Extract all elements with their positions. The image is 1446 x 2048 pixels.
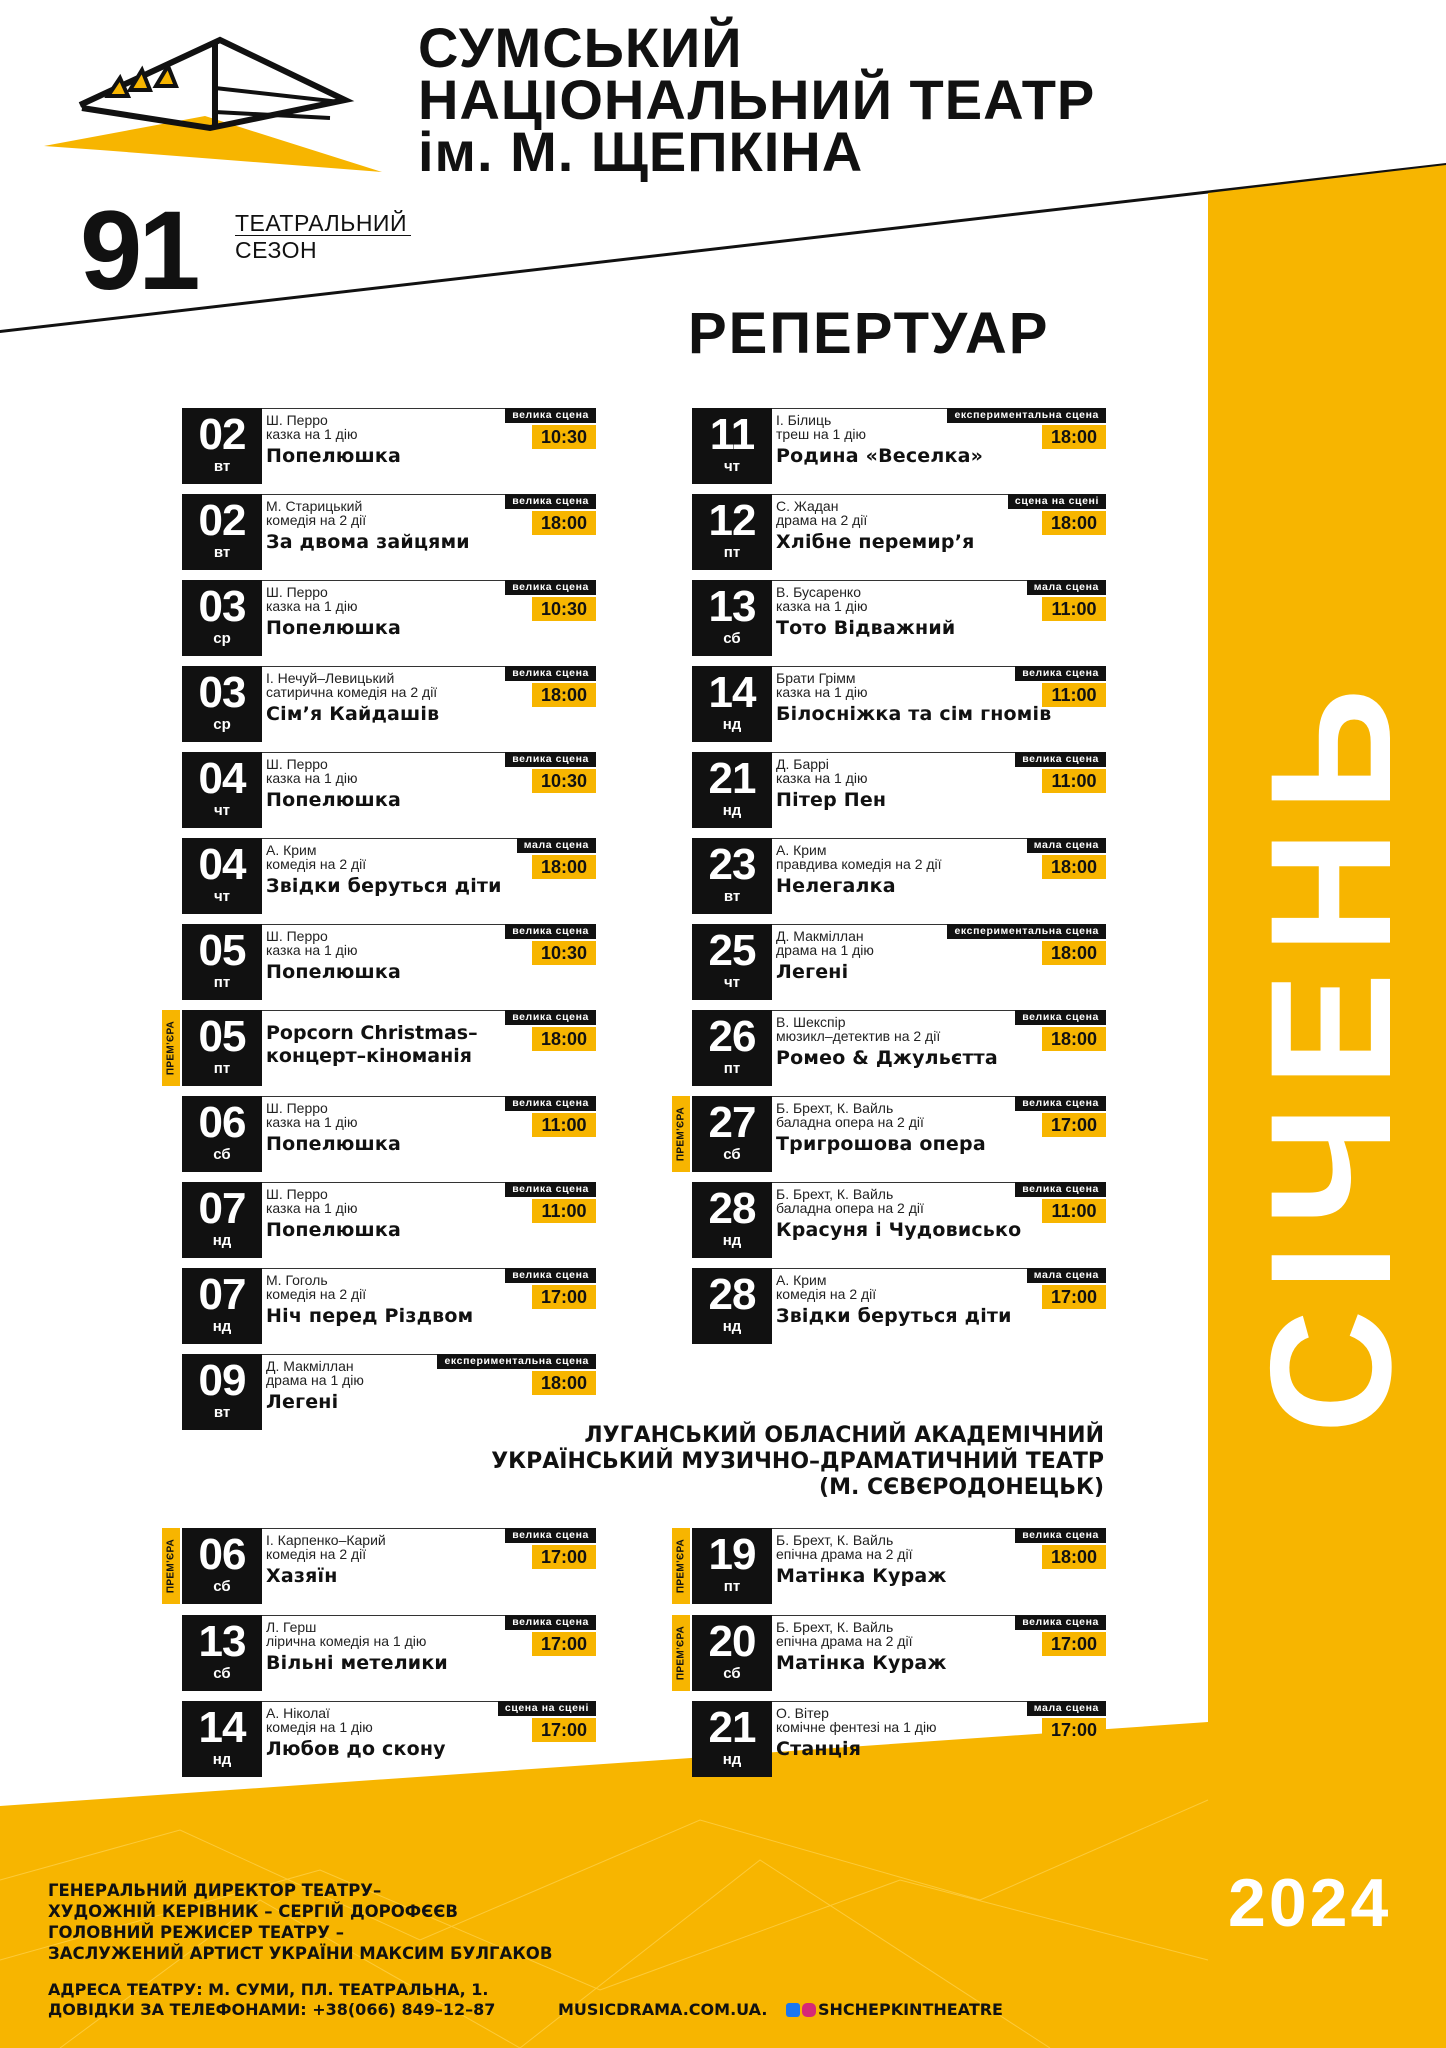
weekday: пт (213, 974, 231, 991)
weekday: нд (722, 1318, 742, 1335)
time-badge: 10:30 (532, 941, 596, 965)
premiere-label: ПРЕМ’ЄРА (165, 1538, 177, 1594)
schedule-entry (692, 924, 1106, 1000)
stage-label: велика сцена (1015, 1528, 1106, 1543)
premiere-label: ПРЕМ’ЄРА (675, 1538, 687, 1594)
time-badge: 11:00 (1042, 683, 1106, 707)
weekday: сб (723, 630, 741, 647)
stage-label: велика сцена (505, 1096, 596, 1111)
stage-label: велика сцена (505, 494, 596, 509)
schedule-entry (182, 1268, 596, 1344)
author: В. Шекспір (776, 1014, 846, 1030)
credit-line-3: ГОЛОВНИЙ РЕЖИСЕР ТЕАТРУ – (48, 1923, 344, 1942)
genre: комедія на 2 дії (776, 1286, 877, 1302)
schedule-entry (692, 1010, 1106, 1086)
play-title: Станція (776, 1738, 862, 1760)
genre: казка на 1 дію (776, 770, 868, 786)
time-badge: 18:00 (532, 683, 596, 707)
author: А. Крим (776, 842, 827, 858)
guest-theatre-line-3: (М. СЄВЄРОДОНЕЦЬК) (819, 1475, 1104, 1500)
stage-label: сцена на сцені (498, 1701, 596, 1716)
time-badge: 17:00 (1042, 1113, 1106, 1137)
stage-label: велика сцена (505, 1010, 596, 1025)
schedule-entry (182, 1354, 596, 1430)
play-title: Ніч перед Різдвом (266, 1305, 474, 1327)
day-number: 07 (198, 1184, 246, 1233)
author: Б. Брехт, К. Вайль (776, 1618, 894, 1635)
schedule-entry (165, 1528, 596, 1604)
guest-theatre-heading (491, 1423, 1104, 1501)
stage-label: мала сцена (1027, 1701, 1106, 1716)
weekday: сб (723, 1664, 741, 1682)
schedule-entry (675, 1528, 1106, 1604)
weekday: сб (213, 1146, 231, 1163)
author: В. Бусаренко (776, 584, 861, 600)
credit-line-1: ГЕНЕРАЛЬНИЙ ДИРЕКТОР ТЕАТРУ– (48, 1881, 382, 1900)
guest-theatre-line-1: ЛУГАНСЬКИЙ ОБЛАСНИЙ АКАДЕМІЧНИЙ (584, 1423, 1104, 1448)
weekday: пт (723, 544, 741, 561)
schedule-entry (182, 1182, 596, 1258)
play-title: Попелюшка (266, 961, 402, 983)
day-number: 20 (708, 1616, 756, 1666)
play-title: Хлібне перемир’я (776, 531, 975, 553)
genre: казка на 1 дію (776, 598, 868, 614)
play-title-line-1: Popcorn Christmas– (266, 1022, 478, 1044)
time-badge: 11:00 (532, 1199, 596, 1223)
time-badge: 11:00 (1042, 1199, 1106, 1223)
weekday: нд (212, 1232, 232, 1249)
genre: епічна драма на 2 дії (776, 1632, 913, 1649)
day-number: 23 (708, 840, 756, 889)
time-badge: 18:00 (1042, 511, 1106, 535)
stage-label: експериментальна сцена (947, 924, 1106, 939)
schedule-entry (692, 494, 1106, 570)
time-badge: 18:00 (1042, 1027, 1106, 1051)
weekday: нд (722, 716, 742, 733)
stage-label: велика сцена (505, 408, 596, 423)
author: Д. Макміллан (266, 1358, 354, 1374)
stage-label: експериментальна сцена (947, 408, 1106, 423)
genre: казка на 1 дію (266, 598, 358, 614)
day-number: 06 (198, 1530, 246, 1579)
stage-label: мала сцена (1027, 1268, 1106, 1283)
time-badge: 10:30 (532, 425, 596, 449)
theatre-name-line-3: ім. М. ЩЕПКІНА (418, 120, 864, 183)
theatre-logo (44, 40, 382, 172)
weekday: ср (213, 630, 231, 647)
author: Ш. Перро (266, 1100, 328, 1116)
premiere-badge (162, 1010, 180, 1086)
day-number: 02 (198, 496, 246, 545)
author: С. Жадан (776, 498, 839, 514)
date-block (182, 1528, 262, 1604)
author: М. Старицький (266, 498, 363, 514)
schedule-entry (692, 666, 1106, 742)
time-badge: 17:00 (1042, 1632, 1106, 1656)
genre: баладна опера на 2 дії (776, 1200, 924, 1216)
weekday: ср (213, 716, 231, 733)
weekday: сб (213, 1664, 231, 1682)
play-title: Попелюшка (266, 1219, 402, 1241)
play-title: Нелегалка (776, 875, 896, 897)
premiere-label: ПРЕМ’ЄРА (675, 1625, 687, 1680)
day-number: 21 (708, 1703, 756, 1752)
genre: драма на 1 дію (266, 1372, 364, 1388)
theatre-name-line-2: НАЦІОНАЛЬНИЙ ТЕАТР (418, 68, 1096, 131)
guest-theatre-line-2: УКРАЇНСЬКИЙ МУЗИЧНО–ДРАМАТИЧНИЙ ТЕАТР (491, 1449, 1104, 1474)
facebook-icon[interactable] (786, 2003, 800, 2017)
day-number: 14 (198, 1703, 246, 1752)
date-block (182, 580, 262, 656)
stage-label: велика сцена (505, 752, 596, 767)
weekday: вт (213, 544, 231, 561)
time-badge: 17:00 (532, 1285, 596, 1309)
author: Ш. Перро (266, 928, 328, 944)
stage-label: велика сцена (505, 1528, 596, 1543)
play-title: Ромео & Джульєтта (776, 1047, 998, 1069)
genre: казка на 1 дію (266, 1114, 358, 1130)
author: Л. Герш (266, 1618, 317, 1635)
author: А. Ніколаї (266, 1705, 330, 1721)
play-title: Красуня і Чудовисько (776, 1219, 1022, 1241)
schedule-entry (182, 666, 596, 742)
footer-website[interactable]: MUSICDRAMA.COM.UA. (558, 2000, 768, 2019)
weekday: нд (722, 1232, 742, 1249)
weekday: пт (213, 1060, 231, 1077)
weekday: чт (723, 974, 741, 991)
premiere-badge (162, 1528, 180, 1604)
date-block (182, 666, 262, 742)
date-block (182, 1096, 262, 1172)
genre: комедія на 2 дії (266, 1546, 367, 1562)
stage-label: велика сцена (1015, 1096, 1106, 1111)
day-number: 05 (198, 926, 246, 975)
stage-label: велика сцена (1015, 666, 1106, 681)
day-number: 03 (198, 582, 246, 631)
genre: драма на 1 дію (776, 942, 874, 958)
schedule-entry (165, 1010, 596, 1086)
date-block (182, 1010, 262, 1086)
author: І. Нечуй–Левицький (266, 670, 395, 686)
author: Ш. Перро (266, 1186, 328, 1202)
weekday: нд (722, 802, 742, 819)
time-badge: 10:30 (532, 769, 596, 793)
schedule-entry (182, 1615, 596, 1691)
day-number: 13 (708, 582, 756, 631)
season-label-1: ТЕАТРАЛЬНИЙ (235, 211, 411, 236)
theatre-name-line-1: СУМСЬКИЙ (418, 16, 743, 79)
author: Б. Брехт, К. Вайль (776, 1186, 894, 1202)
date-block (692, 1528, 772, 1604)
credit-line-2: ХУДОЖНІЙ КЕРІВНИК – СЕРГІЙ ДОРОФЄЄВ (48, 1902, 458, 1921)
premiere-badge (672, 1615, 690, 1691)
weekday: чт (213, 888, 231, 905)
weekday: вт (213, 458, 231, 475)
schedule-entry (182, 580, 596, 656)
premiere-badge (672, 1096, 690, 1172)
date-block (692, 666, 772, 742)
footer-address: АДРЕСА ТЕАТРУ: М. СУМИ, ПЛ. ТЕАТРАЛЬНА, 1. (48, 1980, 489, 1999)
date-block (182, 1268, 262, 1344)
date-block (692, 924, 772, 1000)
stage-label: велика сцена (1015, 1010, 1106, 1025)
schedule-entry (692, 752, 1106, 828)
date-block (182, 494, 262, 570)
time-badge: 18:00 (1042, 425, 1106, 449)
play-title: Легені (776, 961, 849, 983)
day-number: 13 (198, 1616, 246, 1666)
time-badge: 10:30 (532, 597, 596, 621)
genre: сатирична комедія на 2 дії (266, 684, 438, 700)
date-block (182, 924, 262, 1000)
author: Б. Брехт, К. Вайль (776, 1532, 894, 1548)
date-block (182, 1354, 262, 1430)
genre: драма на 2 дії (776, 512, 868, 528)
author: О. Вітер (776, 1705, 829, 1721)
stage-label: сцена на сцені (1008, 494, 1106, 509)
author: М. Гоголь (266, 1272, 328, 1288)
premiere-badge (672, 1528, 690, 1604)
schedule-entry (182, 494, 596, 570)
day-number: 26 (708, 1012, 756, 1061)
play-title: Вільні метелики (266, 1651, 448, 1674)
weekday: сб (723, 1146, 741, 1163)
stage-label: велика сцена (505, 1268, 596, 1283)
weekday: вт (213, 1404, 231, 1421)
weekday: вт (723, 888, 741, 905)
time-badge: 18:00 (1042, 855, 1106, 879)
play-title: Любов до скону (266, 1738, 446, 1760)
stage-label: велика сцена (1015, 1182, 1106, 1197)
date-block (692, 1182, 772, 1258)
premiere-label: ПРЕМ’ЄРА (675, 1106, 687, 1162)
weekday: нд (212, 1318, 232, 1335)
genre: казка на 1 дію (266, 770, 358, 786)
genre: казка на 1 дію (266, 1200, 358, 1216)
play-title: Легені (266, 1391, 339, 1413)
play-title: Матінка Кураж (776, 1651, 947, 1674)
play-title: Попелюшка (266, 789, 402, 811)
genre: комедія на 2 дії (266, 856, 367, 872)
play-title: За двома зайцями (266, 531, 470, 553)
genre: комедія на 2 дії (266, 512, 367, 528)
date-block (692, 580, 772, 656)
genre: лірична комедія на 1 дію (266, 1632, 427, 1649)
play-title: Сім’я Кайдашів (266, 703, 440, 725)
day-number: 28 (708, 1270, 756, 1319)
genre: правдива комедія на 2 дії (776, 856, 942, 872)
genre: комічне фентезі на 1 дію (776, 1719, 937, 1735)
day-number: 11 (709, 410, 755, 459)
weekday: нд (212, 1751, 232, 1768)
play-title: Пітер Пен (776, 789, 887, 811)
play-title-line-2: концерт–кіноманія (266, 1045, 472, 1067)
day-number: 05 (198, 1012, 246, 1061)
author: І. Білиць (776, 412, 832, 428)
date-block (692, 1268, 772, 1344)
genre: комедія на 2 дії (266, 1286, 367, 1302)
genre: епічна драма на 2 дії (776, 1546, 913, 1562)
author: Ш. Перро (266, 584, 328, 600)
genre: мюзикл–детектив на 2 дії (776, 1028, 941, 1044)
stage-label: велика сцена (1015, 752, 1106, 767)
day-number: 25 (708, 926, 756, 975)
footer-social[interactable] (786, 2000, 1003, 2020)
stage-label: велика сцена (505, 580, 596, 595)
stage-label: велика сцена (505, 1615, 596, 1630)
repertoire-heading: РЕПЕРТУАР (688, 301, 1050, 366)
time-badge: 11:00 (1042, 769, 1106, 793)
date-block (692, 752, 772, 828)
day-number: 04 (198, 754, 246, 803)
stage-label: велика сцена (505, 1182, 596, 1197)
time-badge: 11:00 (532, 1113, 596, 1137)
day-number: 03 (198, 668, 246, 717)
time-badge: 18:00 (1042, 941, 1106, 965)
day-number: 04 (198, 840, 246, 889)
schedule-entry (675, 1615, 1106, 1691)
author: А. Крим (776, 1272, 827, 1288)
schedule-entry (692, 580, 1106, 656)
date-block (182, 752, 262, 828)
schedule-entry (182, 408, 596, 484)
genre: треш на 1 дію (776, 426, 866, 442)
time-badge: 18:00 (532, 1027, 596, 1051)
stage-label: велика сцена (1015, 1615, 1106, 1630)
time-badge: 11:00 (1042, 597, 1106, 621)
day-number: 07 (198, 1270, 246, 1319)
season-number: 91 (80, 188, 197, 313)
month-label: СІЧЕНЬ (1235, 670, 1427, 1434)
stage-label: велика сцена (505, 924, 596, 939)
weekday: сб (213, 1578, 231, 1595)
date-block (182, 1182, 262, 1258)
season-label-2: СЕЗОН (235, 237, 318, 263)
play-title: Матінка Кураж (776, 1565, 947, 1587)
play-title (266, 1022, 478, 1068)
author: А. Крим (266, 842, 317, 858)
date-block (182, 838, 262, 914)
time-badge: 17:00 (1042, 1285, 1106, 1309)
day-number: 02 (198, 410, 246, 459)
time-badge: 18:00 (1042, 1545, 1106, 1569)
play-title: Звідки беруться діти (266, 875, 502, 897)
genre: казка на 1 дію (266, 426, 358, 442)
date-block (182, 408, 262, 484)
author: Б. Брехт, К. Вайль (776, 1100, 894, 1116)
schedule-entry (182, 1096, 596, 1172)
date-block (692, 408, 772, 484)
author: Ш. Перро (266, 412, 328, 428)
play-title: Хазяїн (266, 1565, 338, 1587)
weekday: пт (723, 1578, 741, 1595)
play-title: Попелюшка (266, 617, 402, 639)
genre: баладна опера на 2 дії (776, 1114, 924, 1130)
play-title: Тригрошова опера (776, 1133, 986, 1155)
schedule-entry (692, 1182, 1106, 1258)
schedule-entry (182, 838, 596, 914)
stage-label: мала сцена (1027, 580, 1106, 595)
day-number: 12 (708, 496, 756, 545)
play-title: Звідки беруться діти (776, 1305, 1012, 1327)
footer-credits (48, 1880, 552, 1964)
day-number: 27 (708, 1098, 756, 1147)
time-badge: 18:00 (532, 511, 596, 535)
day-number: 19 (708, 1530, 756, 1579)
premiere-label: ПРЕМ’ЄРА (165, 1020, 177, 1076)
day-number: 14 (708, 668, 756, 717)
stage-label: велика сцена (505, 666, 596, 681)
date-block (692, 494, 772, 570)
stage-label: експериментальна сцена (437, 1354, 596, 1369)
author: Д. Баррі (776, 756, 829, 772)
schedule-entry (692, 408, 1106, 484)
social-handle: SHCHEPKINTHEATRE (818, 2000, 1003, 2019)
author: Ш. Перро (266, 756, 328, 772)
stage-label: мала сцена (1027, 838, 1106, 853)
author: Брати Грімм (776, 670, 856, 686)
stage-label: мала сцена (517, 838, 596, 853)
date-block (692, 1010, 772, 1086)
day-number: 21 (708, 754, 756, 803)
day-number: 09 (198, 1356, 246, 1405)
weekday: чт (723, 458, 741, 475)
play-title: Попелюшка (266, 1133, 402, 1155)
schedule-entry (692, 838, 1106, 914)
play-title: Попелюшка (266, 445, 402, 467)
weekday: чт (213, 802, 231, 819)
genre: казка на 1 дію (776, 684, 868, 700)
schedule-entry (675, 1096, 1106, 1172)
date-block (692, 1096, 772, 1172)
date-block (692, 1701, 772, 1777)
day-number: 28 (708, 1184, 756, 1233)
time-badge: 17:00 (1042, 1718, 1106, 1742)
author: І. Карпенко–Карий (266, 1532, 386, 1548)
date-block (692, 838, 772, 914)
time-badge: 18:00 (532, 1371, 596, 1395)
instagram-icon[interactable] (802, 2003, 816, 2017)
schedule-entry (182, 752, 596, 828)
time-badge: 17:00 (532, 1545, 596, 1569)
weekday: пт (723, 1060, 741, 1077)
day-number: 06 (198, 1098, 246, 1147)
play-title: Білосніжка та сім гномів (776, 703, 1052, 725)
time-badge: 17:00 (532, 1718, 596, 1742)
time-badge: 18:00 (532, 855, 596, 879)
schedule-entry (182, 1701, 596, 1777)
date-block (182, 1615, 262, 1691)
weekday: нд (722, 1751, 742, 1768)
play-title: Тото Відважний (776, 617, 956, 639)
time-badge: 17:00 (532, 1632, 596, 1656)
author: Д. Макміллан (776, 928, 864, 944)
schedule-entry (182, 924, 596, 1000)
schedule-entry (692, 1701, 1106, 1777)
genre: казка на 1 дію (266, 942, 358, 958)
credit-line-4: ЗАСЛУЖЕНИЙ АРТИСТ УКРАЇНИ МАКСИМ БУЛГАКОВ (48, 1944, 553, 1963)
year-label: 2024 (1228, 1865, 1392, 1941)
play-title: Родина «Веселка» (776, 445, 984, 467)
date-block (182, 1701, 262, 1777)
date-block (692, 1615, 772, 1691)
genre: комедія на 1 дію (266, 1719, 373, 1735)
footer-phone: ДОВІДКИ ЗА ТЕЛЕФОНАМИ: +38(066) 849–12–87 (48, 2000, 496, 2019)
schedule-entry (692, 1268, 1106, 1344)
